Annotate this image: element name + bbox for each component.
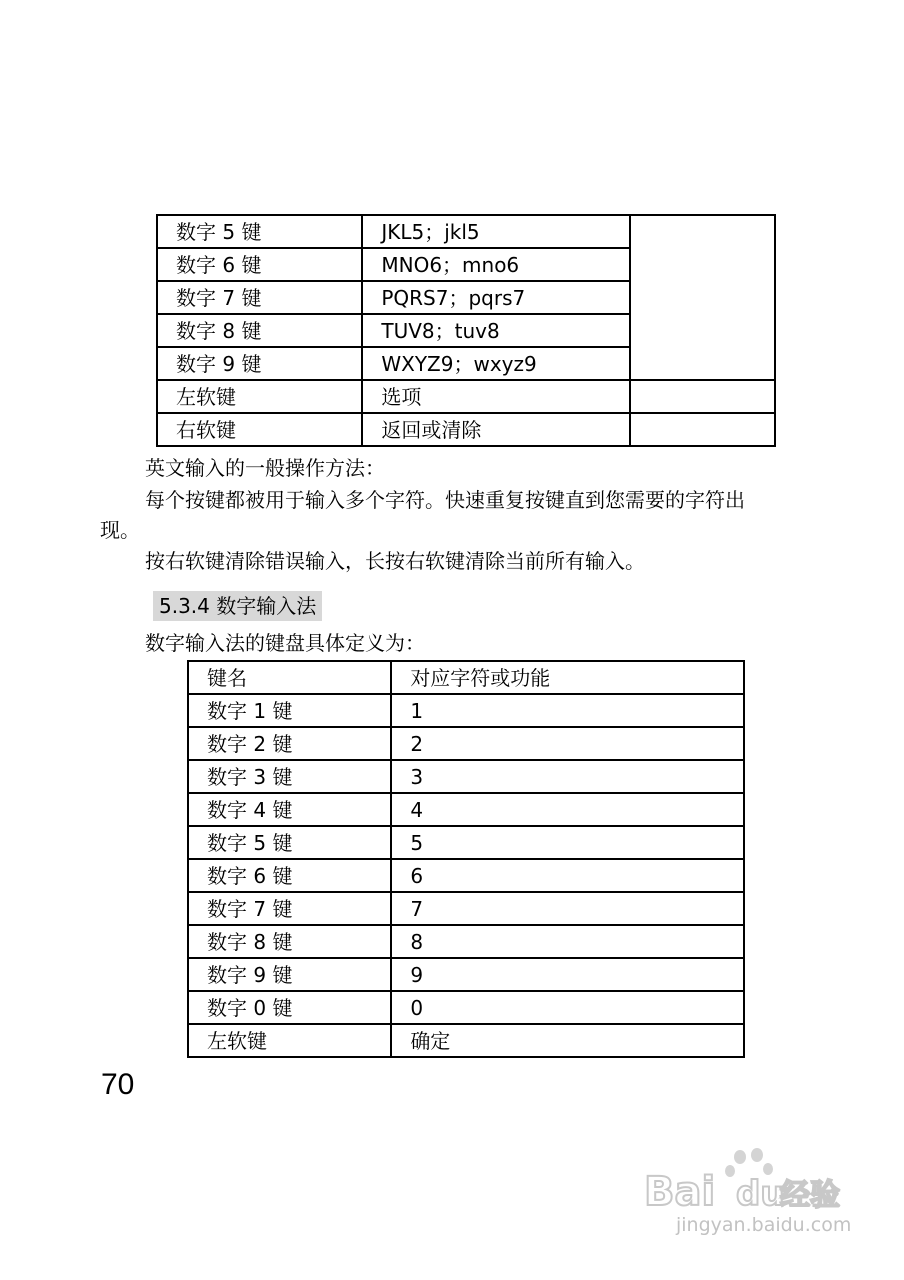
svg-text:du: du	[736, 1174, 785, 1214]
key-value: 6	[391, 859, 744, 892]
svg-text:经验: 经验	[780, 1178, 840, 1213]
empty-cell	[630, 215, 775, 380]
page-number: 70	[101, 1068, 135, 1101]
key-value: 7	[391, 892, 744, 925]
key-chars: 选项	[362, 380, 629, 413]
key-value: 5	[391, 826, 744, 859]
key-name: 数字 8 键	[188, 925, 391, 958]
baidu-watermark-logo	[640, 1145, 850, 1215]
key-name: 数字 6 键	[188, 859, 391, 892]
table-row	[188, 760, 744, 793]
table-row	[188, 1024, 744, 1057]
numeric-keymap-table	[187, 660, 745, 1058]
empty-cell	[630, 413, 775, 446]
key-name: 数字 9 键	[188, 958, 391, 991]
key-name: 数字 5 键	[157, 215, 362, 248]
english-keymap-table	[156, 214, 776, 447]
table-row	[157, 380, 775, 413]
table-row	[188, 925, 744, 958]
table-row	[188, 892, 744, 925]
paragraph-repeat-key-cont: 现。	[100, 518, 140, 542]
svg-text:Bai: Bai	[644, 1169, 716, 1215]
key-value: 9	[391, 958, 744, 991]
table-row	[157, 413, 775, 446]
paragraph-clear-input: 按右软键清除错误输入，长按右软键清除当前所有输入。	[145, 549, 645, 573]
table-row	[157, 215, 775, 248]
paragraph-english-input: 英文输入的一般操作方法：	[145, 456, 385, 480]
header-key-name: 键名	[188, 661, 391, 694]
header-function: 对应字符或功能	[391, 661, 744, 694]
key-name: 数字 8 键	[157, 314, 362, 347]
key-name: 数字 2 键	[188, 727, 391, 760]
key-name: 数字 4 键	[188, 793, 391, 826]
table-row	[188, 859, 744, 892]
key-chars: 返回或清除	[362, 413, 629, 446]
table-header-row	[188, 661, 744, 694]
watermark-url: jingyan.baidu.com	[676, 1214, 852, 1236]
key-chars: MNO6；mno6	[362, 248, 629, 281]
table-row	[188, 958, 744, 991]
empty-cell	[630, 380, 775, 413]
key-name: 数字 3 键	[188, 760, 391, 793]
key-name: 数字 7 键	[157, 281, 362, 314]
numeric-intro: 数字输入法的键盘具体定义为：	[145, 631, 425, 655]
key-value: 8	[391, 925, 744, 958]
key-chars: TUV8；tuv8	[362, 314, 629, 347]
key-name: 数字 7 键	[188, 892, 391, 925]
table-row	[188, 727, 744, 760]
key-name: 左软键	[188, 1024, 391, 1057]
table-row	[188, 991, 744, 1024]
table-row	[188, 793, 744, 826]
key-chars: WXYZ9；wxyz9	[362, 347, 629, 380]
key-value: 0	[391, 991, 744, 1024]
table-row	[188, 826, 744, 859]
key-name: 左软键	[157, 380, 362, 413]
key-name: 右软键	[157, 413, 362, 446]
key-name: 数字 9 键	[157, 347, 362, 380]
key-name: 数字 6 键	[157, 248, 362, 281]
key-name: 数字 1 键	[188, 694, 391, 727]
key-value: 2	[391, 727, 744, 760]
key-name: 数字 5 键	[188, 826, 391, 859]
key-value: 1	[391, 694, 744, 727]
key-chars: JKL5；jkl5	[362, 215, 629, 248]
section-heading: 5.3.4 数字输入法	[153, 591, 322, 621]
key-name: 数字 0 键	[188, 991, 391, 1024]
key-value: 4	[391, 793, 744, 826]
key-chars: PQRS7；pqrs7	[362, 281, 629, 314]
table-row	[188, 694, 744, 727]
key-value: 确定	[391, 1024, 744, 1057]
paragraph-repeat-key: 每个按键都被用于输入多个字符。快速重复按键直到您需要的字符出	[145, 488, 745, 512]
key-value: 3	[391, 760, 744, 793]
